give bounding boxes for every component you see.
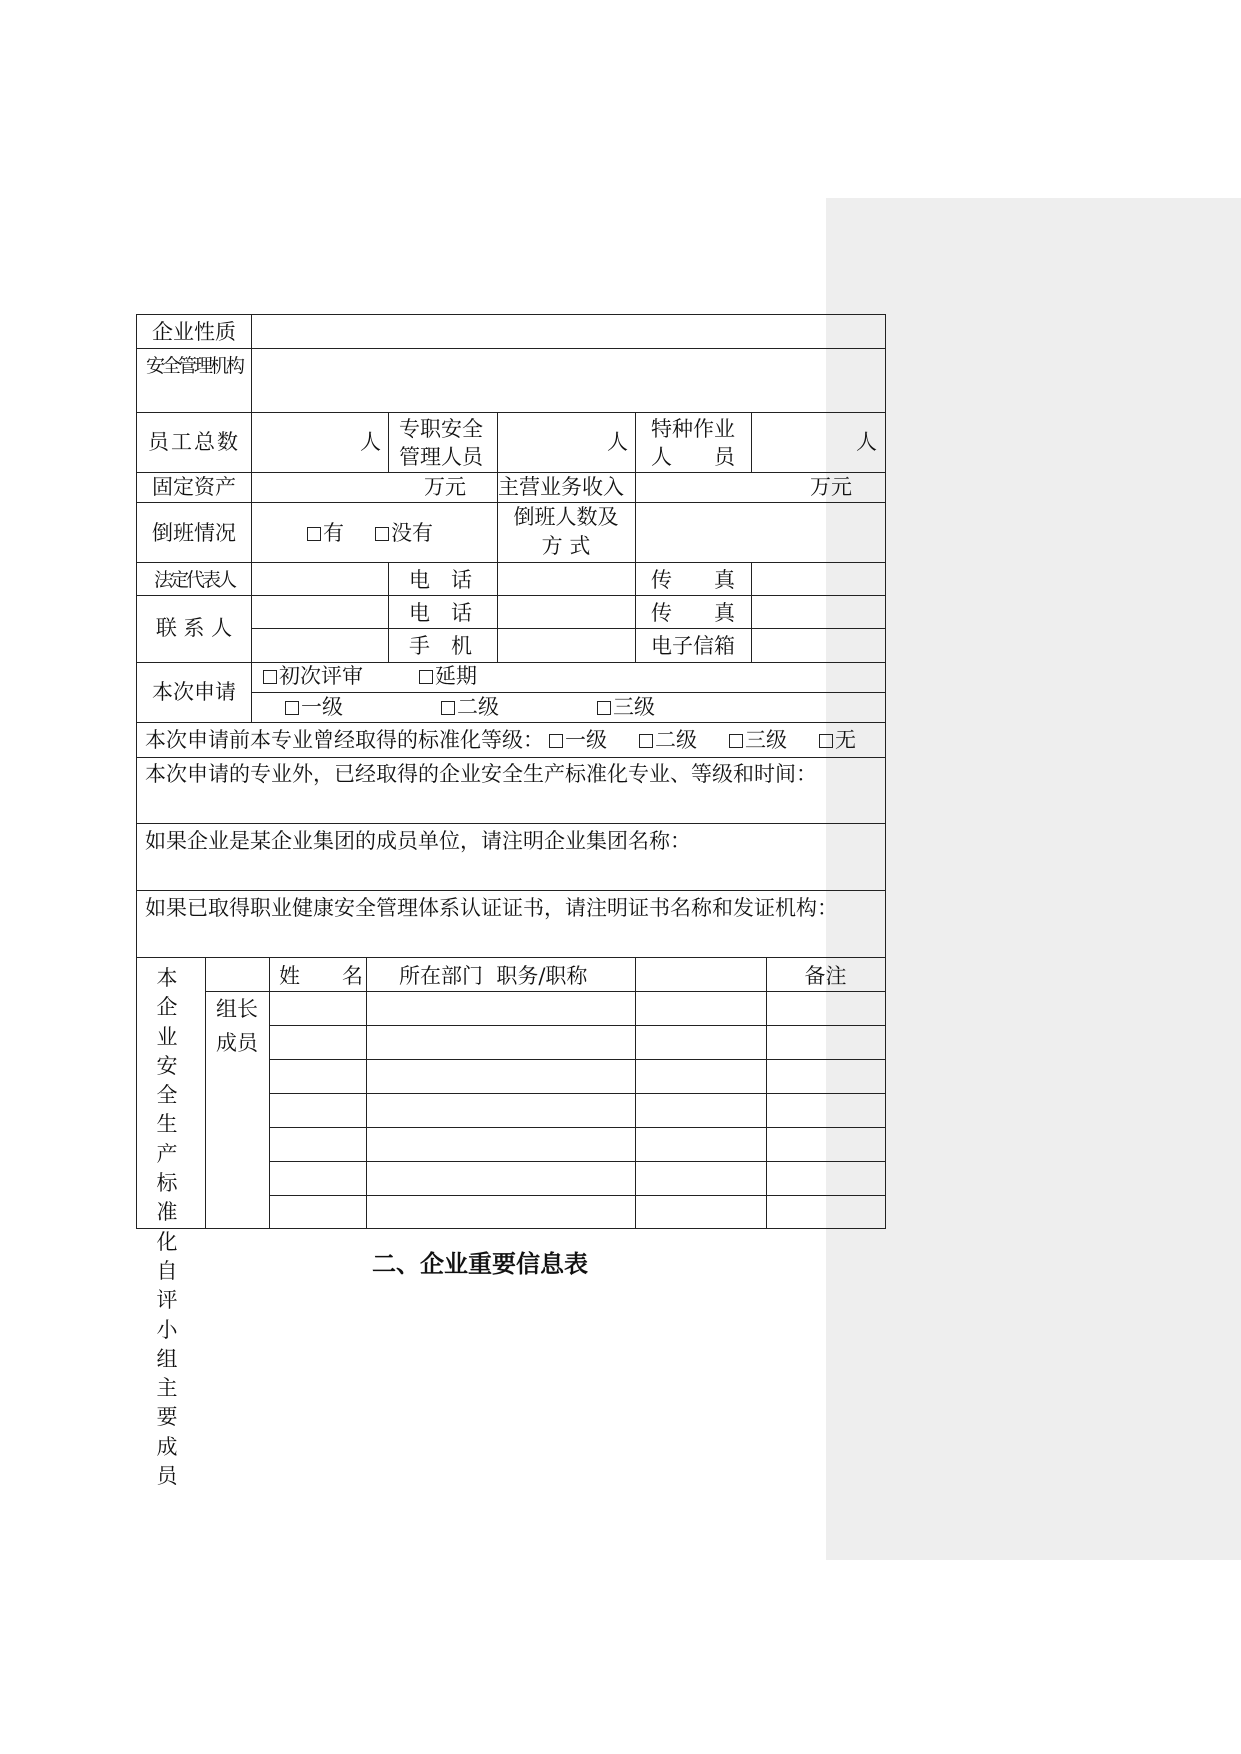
special-ops-label: 特种作业人 员 [651,417,735,469]
team-member-label: 成员 [216,1031,258,1055]
row-divider [269,1161,885,1162]
row-divider [137,957,885,958]
contact-phone-label: 电 话 [409,601,472,625]
checkbox-icon [441,701,455,715]
col-divider [251,315,252,722]
col-divider [388,412,389,472]
ohs-question: 如果已取得职业健康安全管理体系认证证书，请注明证书名称和发证机构： [145,896,838,920]
row-divider [137,890,885,891]
shift-option-yes[interactable]: 有 [307,520,344,546]
application-label: 本次申请 [152,680,236,704]
contact-mobile-label: 手 机 [409,634,472,658]
col-divider [635,412,636,662]
row-divider [137,562,885,563]
row-divider [269,1059,885,1060]
checkbox-icon [419,670,433,684]
shift-option-no[interactable]: 没有 [375,520,433,546]
row-divider [137,757,885,758]
col-divider [366,957,367,1228]
team-header-note: 备注 [804,964,847,988]
main-revenue-unit: 万元 [810,475,852,499]
special-ops-unit: 人 [856,430,877,454]
row-divider [137,662,885,663]
checkbox-icon [285,701,299,715]
other-specialty-question: 本次申请的专业外，已经取得的企业安全生产标准化专业、等级和时间： [145,762,817,786]
row-divider [137,823,885,824]
safety-org-label: 安全管理机构 [146,355,243,377]
prev-level-question: 本次申请前本专业曾经取得的标准化等级： [145,728,544,752]
row-divider [251,628,885,629]
row-divider [269,1093,885,1094]
staff-total-unit: 人 [360,430,381,454]
col-divider [635,957,636,1228]
application-extension-option[interactable]: 延期 [419,663,477,689]
staff-total-label: 员工总数 [148,430,240,454]
checkbox-icon [549,734,563,748]
level-1-option[interactable]: 一级 [285,694,343,720]
row-divider [269,1025,885,1026]
row-divider [137,412,885,413]
checkbox-icon [819,734,833,748]
prev-level-none-option[interactable]: 无 [819,727,856,753]
row-divider [137,472,885,473]
row-divider [137,348,885,349]
checkbox-icon [729,734,743,748]
row-divider [137,595,885,596]
contact-label: 联 系 人 [155,616,233,640]
checkbox-icon [597,701,611,715]
team-header-name: 姓 名 [279,964,363,988]
row-divider [137,722,885,723]
main-revenue-label: 主营业务收入 [498,475,624,499]
row-divider [269,1195,885,1196]
legal-rep-phone-label: 电 话 [409,568,472,592]
col-divider [388,562,389,662]
group-question: 如果企业是某企业集团的成员单位，请注明企业集团名称： [145,829,691,853]
col-divider [751,412,752,472]
checkbox-icon [263,670,277,684]
col-divider [497,412,498,662]
team-header-dept: 所在部门 职务/职称 [399,964,588,988]
col-divider [269,957,270,1228]
shift-count-label: 倒班人数及方 式 [513,505,619,558]
row-divider [269,1127,885,1128]
section-title: 二、企业重要信息表 [372,1250,588,1278]
legal-rep-fax-label: 传 真 [651,568,735,592]
fixed-assets-unit: 万元 [424,475,466,499]
team-leader-label: 组长 [216,997,258,1021]
contact-fax-label: 传 真 [651,601,735,625]
fulltime-safety-label: 专职安全管理人员 [399,417,483,469]
comment-margin-panel [826,198,1241,1560]
checkbox-icon [307,527,321,541]
shift-label: 倒班情况 [152,521,236,545]
row-divider [251,692,885,693]
level-3-option[interactable]: 三级 [597,694,655,720]
level-2-option[interactable]: 二级 [441,694,499,720]
row-divider [205,991,885,992]
prev-level-1-option[interactable]: 一级 [549,727,607,753]
checkbox-icon [639,734,653,748]
application-initial-option[interactable]: 初次评审 [263,663,363,689]
checkbox-icon [375,527,389,541]
team-label: 本企业安全生产标准化自评小组主要成员 [156,966,178,1489]
prev-level-2-option[interactable]: 二级 [639,727,697,753]
fulltime-safety-unit: 人 [607,430,628,454]
fixed-assets-label: 固定资产 [152,475,236,499]
contact-email-label: 电子信箱 [651,634,735,658]
prev-level-3-option[interactable]: 三级 [729,727,787,753]
col-divider [766,957,767,1228]
col-divider [751,562,752,662]
legal-rep-label: 法定代表人 [153,569,234,591]
enterprise-nature-label: 企业性质 [152,320,236,344]
